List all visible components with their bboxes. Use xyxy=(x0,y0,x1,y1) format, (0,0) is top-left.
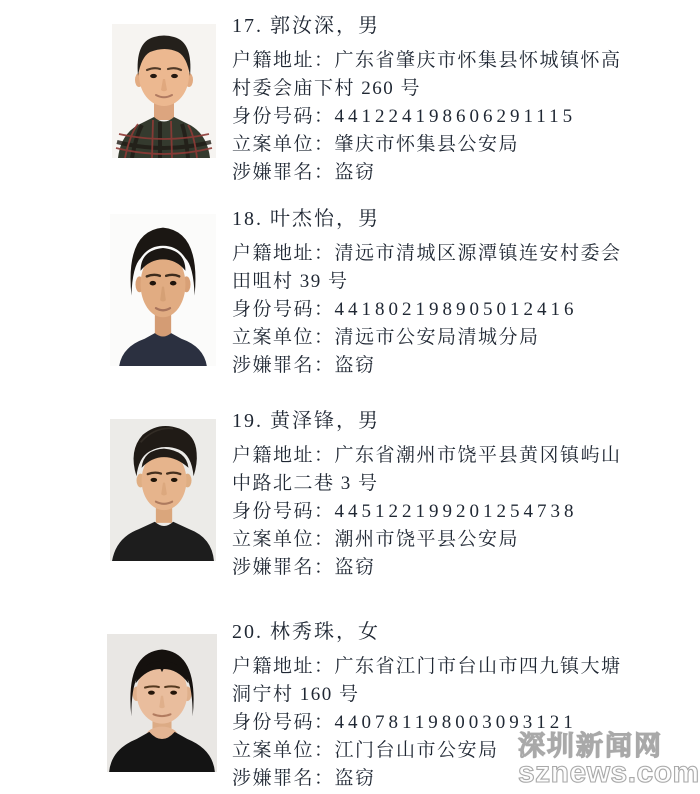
filing-unit-value: 清远市公安局清城分局 xyxy=(334,327,540,348)
crime-line xyxy=(232,352,632,380)
filing-unit-value: 江门台山市公安局 xyxy=(334,740,499,761)
id-number-value: 441802198905012416 xyxy=(334,299,578,320)
filing-unit-value: 潮州市饶平县公安局 xyxy=(334,529,520,550)
address-line xyxy=(232,653,632,709)
address-line xyxy=(232,442,632,498)
id-number-label: 身份号码： xyxy=(232,712,335,733)
entry-title: 20. 林秀珠，女 xyxy=(232,621,380,643)
crime-value: 盗窃 xyxy=(334,557,376,578)
crime-line xyxy=(232,554,632,582)
id-number-line xyxy=(232,103,632,131)
id-number-label: 身份号码： xyxy=(232,501,335,522)
id-number-line xyxy=(232,498,632,526)
id-number-value: 440781198003093121 xyxy=(334,712,577,733)
watermark-chinese-text: 深圳新闻网 xyxy=(518,731,663,761)
address-line xyxy=(232,47,632,103)
portrait-male-quiff-icon xyxy=(110,419,216,561)
entry-title: 18. 叶杰怡，男 xyxy=(232,208,380,230)
address-label: 户籍地址： xyxy=(232,50,335,71)
sznews-watermark-logo xyxy=(518,731,700,789)
address-label: 户籍地址： xyxy=(232,445,335,466)
filing-unit-line xyxy=(232,324,632,352)
address-line xyxy=(232,240,632,296)
id-number-label: 身份号码： xyxy=(232,299,335,320)
entry-title: 17. 郭汝深，男 xyxy=(232,15,380,37)
portrait-male-bushy-hair-icon xyxy=(110,214,216,366)
filing-unit-label: 立案单位： xyxy=(232,529,335,550)
address-value: 清远市清城区源潭镇连安村委会田咀村 39 号 xyxy=(232,243,622,292)
filing-unit-label: 立案单位： xyxy=(232,327,335,348)
watermark-latin-text: sznews.com xyxy=(518,756,700,789)
portrait-female-tied-hair-icon xyxy=(107,634,217,772)
address-value: 广东省江门市台山市四九镇大塘洞宁村 160 号 xyxy=(232,656,622,705)
address-label: 户籍地址： xyxy=(232,656,335,677)
crime-line xyxy=(232,159,632,187)
id-number-label: 身份号码： xyxy=(232,106,335,127)
portrait-photo-19 xyxy=(110,419,216,561)
crime-label: 涉嫌罪名： xyxy=(232,355,335,376)
filing-unit-label: 立案单位： xyxy=(232,740,335,761)
entry-text-block xyxy=(232,13,632,187)
crime-value: 盗窃 xyxy=(334,768,376,789)
id-number-value: 441224198606291115 xyxy=(334,106,577,127)
crime-value: 盗窃 xyxy=(334,162,376,183)
portrait-photo-20 xyxy=(107,634,217,772)
portrait-photo-17 xyxy=(112,24,216,158)
filing-unit-line xyxy=(232,131,632,159)
crime-label: 涉嫌罪名： xyxy=(232,768,335,789)
filing-unit-value: 肇庆市怀集县公安局 xyxy=(334,134,520,155)
crime-label: 涉嫌罪名： xyxy=(232,162,335,183)
id-number-value: 445122199201254738 xyxy=(334,501,578,522)
id-number-line xyxy=(232,296,632,324)
address-value: 广东省潮州市饶平县黄冈镇屿山中路北二巷 3 号 xyxy=(232,445,622,494)
filing-unit-line xyxy=(232,526,632,554)
entry-text-block xyxy=(232,408,632,582)
portrait-photo-18 xyxy=(110,214,216,366)
crime-label: 涉嫌罪名： xyxy=(232,557,335,578)
portrait-male-plaid-icon xyxy=(112,24,216,158)
filing-unit-label: 立案单位： xyxy=(232,134,335,155)
address-value: 广东省肇庆市怀集县怀城镇怀高村委会庙下村 260 号 xyxy=(232,50,622,99)
crime-value: 盗窃 xyxy=(334,355,376,376)
address-label: 户籍地址： xyxy=(232,243,335,264)
entry-title: 19. 黄泽锋，男 xyxy=(232,410,380,432)
entry-text-block xyxy=(232,206,632,380)
